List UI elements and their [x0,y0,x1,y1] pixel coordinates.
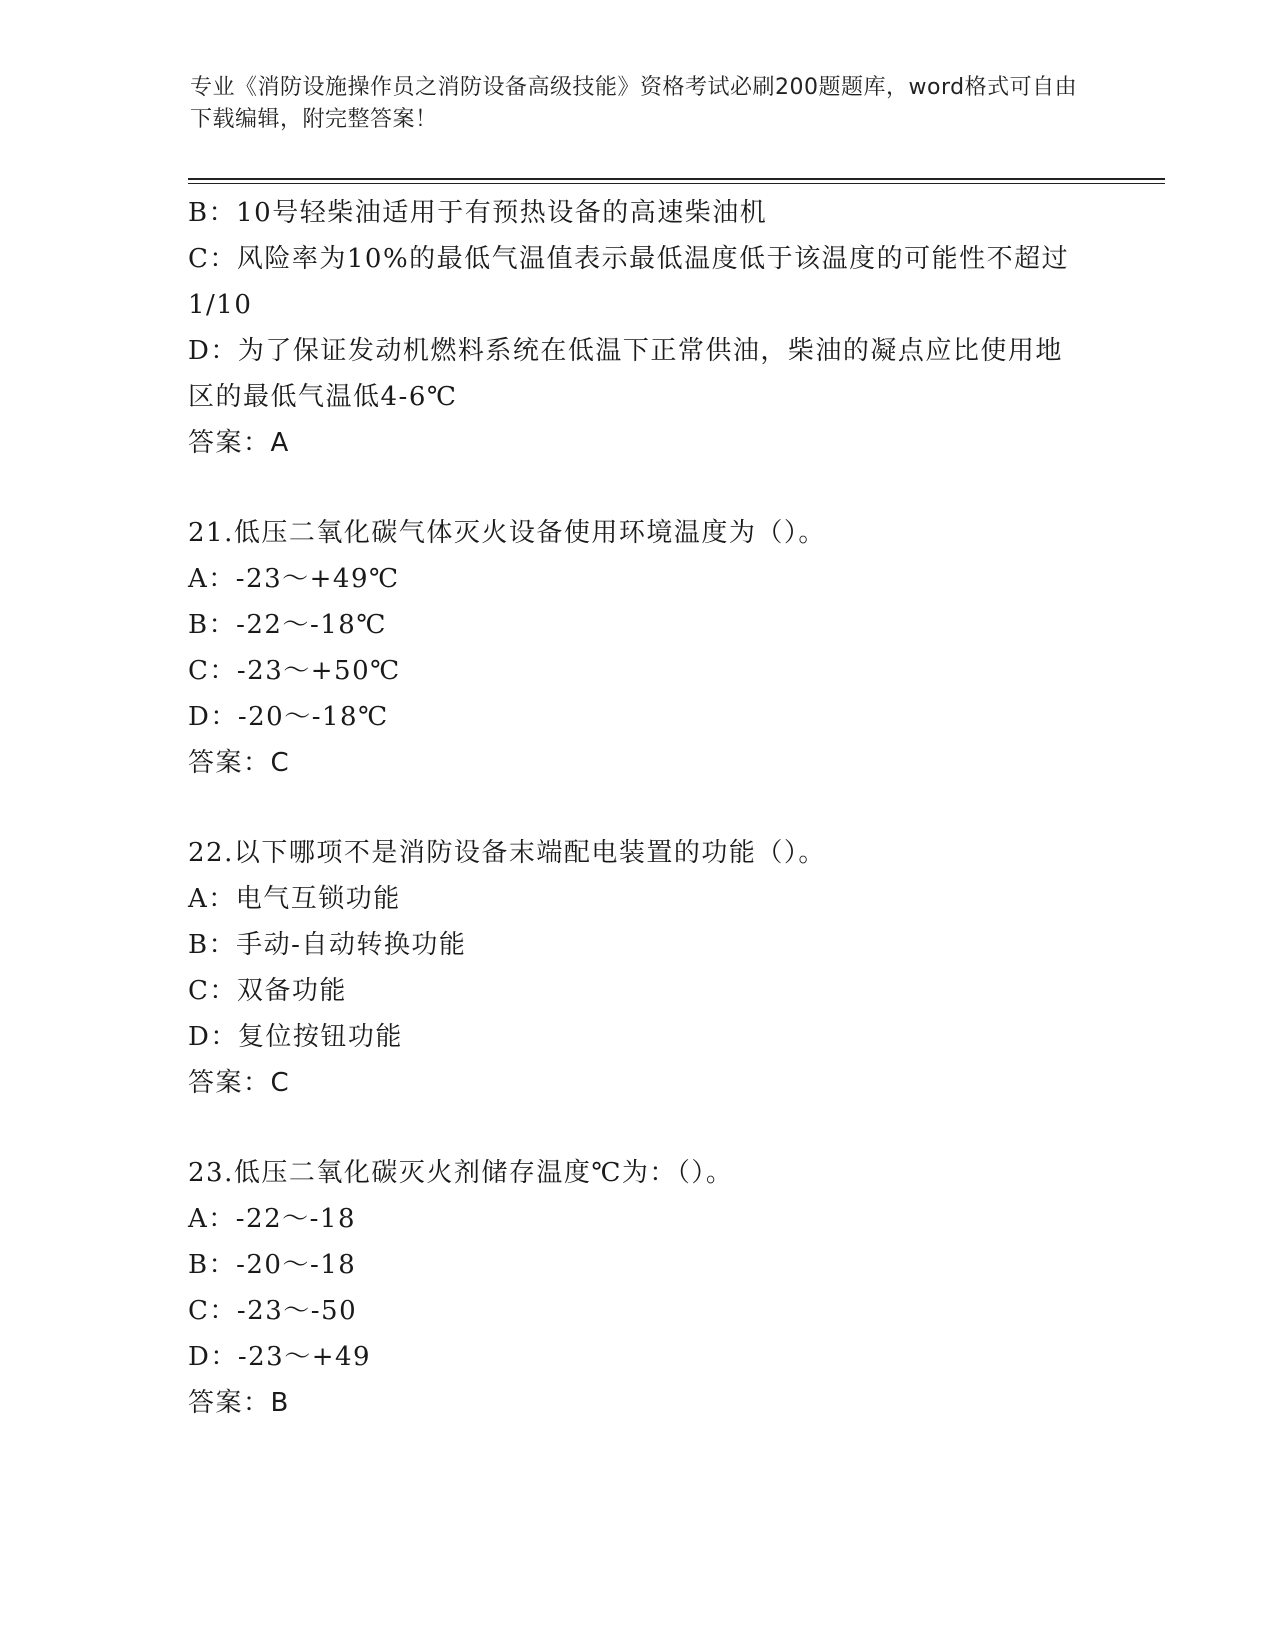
answer-label: 答案：C [188,1068,291,1098]
option-b: B：手动-自动转换功能 [188,930,467,960]
option-d: D：-20～-18℃ [188,702,389,732]
header-divider-thin [188,183,1165,184]
option-d: D：-23～+49 [188,1342,372,1372]
option-c: C：风险率为10%的最低气温值表示最低温度低于该温度的可能性不超过1/10 [188,244,1070,320]
question-content [188,190,1088,1426]
spacer [188,466,1088,510]
answer-label: 答案：A [188,428,290,458]
option-b: B：-20～-18 [188,1250,357,1280]
spacer [188,1106,1088,1150]
document-header: 专业《消防设施操作员之消防设备高级技能》资格考试必刷200题题库，word格式可自由下载编辑，附完整答案！ [190,75,1078,132]
option-b: B：-22～-18℃ [188,610,387,640]
question-stem: 22.以下哪项不是消防设备末端配电装置的功能（）。 [188,838,826,868]
option-a: A：-22～-18 [188,1204,357,1234]
option-c: C：-23～-50 [188,1296,358,1326]
answer-label: 答案：B [188,1388,290,1418]
question-22 [188,830,1088,1106]
question-stem: 23.低压二氧化碳灭火剂储存温度℃为：（）。 [188,1158,734,1188]
question-21 [188,510,1088,786]
option-d: D：为了保证发动机燃料系统在低温下正常供油，柴油的凝点应比使用地区的最低气温低4-6℃ [188,336,1063,412]
option-a: A：电气互锁功能 [188,884,401,914]
option-c: C：双备功能 [188,976,347,1006]
header-divider-thick [188,178,1165,180]
option-d: D：复位按钮功能 [188,1022,403,1052]
spacer [188,786,1088,830]
question-23 [188,1150,1088,1426]
answer-label: 答案：C [188,748,291,778]
previous-question [188,190,1088,466]
option-a: A：-23～+49℃ [188,564,400,594]
question-stem: 21.低压二氧化碳气体灭火设备使用环境温度为（）。 [188,518,826,548]
option-c: C：-23～+50℃ [188,656,401,686]
option-b: B：10号轻柴油适用于有预热设备的高速柴油机 [188,198,768,228]
